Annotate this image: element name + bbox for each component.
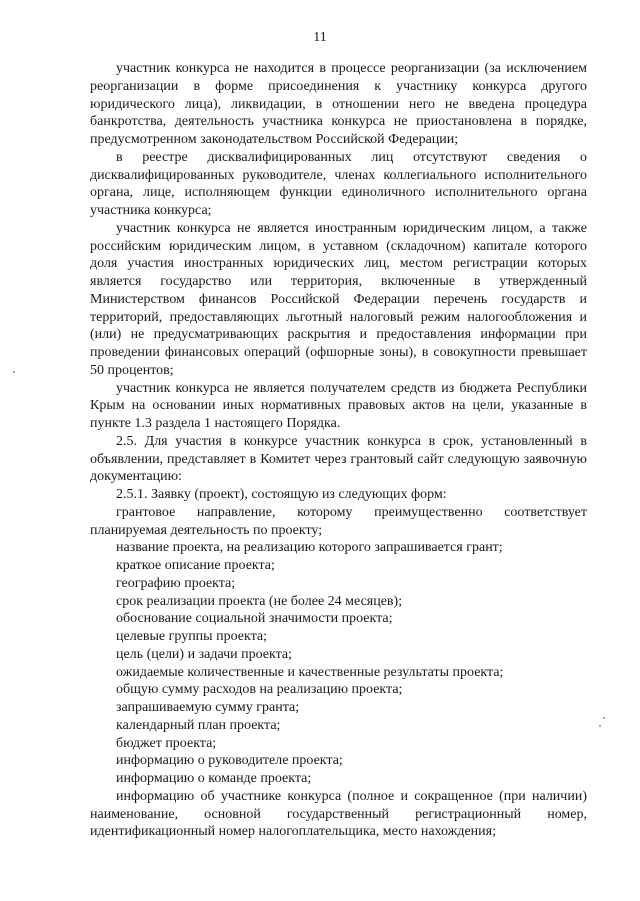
list-item: ожидаемые количественные и качественные результаты проекта; (116, 664, 504, 680)
paragraph: участник конкурса не находится в процессе реорганизации (за исключением реорганизации в форме присоединения к участнику конкурса другого юридического лица), ликвидации, в отношении него не введена процедура банкротства, деятельность участника конкурса не приостановлена в порядке, предусмотренном законодательством Российской Федерации; (90, 61, 587, 147)
scan-speck (13, 371, 15, 373)
list-item: цель (цели) и задачи проекта; (116, 646, 293, 662)
paragraph: 2.5. Для участия в конкурсе участник конкурса в срок, установленный в объявлении, представляет в Комитет через грантовый сайт следующую заявочную документацию: (90, 433, 587, 485)
scan-speck (603, 717, 605, 719)
paragraph: участник конкурса не является иностранным юридическим лицом, а также российским юридическим лицом, в уставном (складочном) капитале которого доля участия иностранных юридических лиц, местом регистрации которых является государство или территория, включенные в утвержденный Министерством финансов Российской Федерации перечень государств и территорий, предоставляющих льготный налоговый режим налогообложения и (или) не предусматривающих раскрытия и предоставления информации при проведении финансовых операций (офшорные зоны), в совокупности превышает 50 процентов; (90, 220, 587, 378)
paragraph: 2.5.1. Заявку (проект), состоящую из следующих форм: (116, 487, 447, 502)
list-item: географию проекта; (116, 575, 236, 591)
document-body (90, 60, 587, 841)
list-item: бюджет проекта; (116, 735, 217, 751)
list-item: информацию о команде проекта; (116, 771, 312, 786)
list-item: информацию об участнике конкурса (полное и сокращенное (при наличии) наименование, основной государственный регистрационный номер, идентификационный номер налогоплательщика, место нахождения; (90, 788, 587, 840)
list-item: срок реализации проекта (не более 24 месяцев); (116, 593, 403, 609)
list-item: целевые группы проекта; (116, 629, 267, 644)
list-item: обоснование социальной значимости проекта; (116, 611, 393, 627)
paragraph: в реестре дисквалифицированных лиц отсутствуют сведения о дисквалифицированных руководителе, членах коллегиального исполнительного органа, лице, исполняющем функции единоличного исполнительного органа участника конкурса; (90, 149, 587, 218)
list-item: название проекта, на реализацию которого запрашивается грант; (116, 540, 503, 556)
list-item: запрашиваемую сумму гранта; (116, 700, 300, 715)
scan-speck (599, 725, 601, 727)
list-item: информацию о руководителе проекта; (116, 753, 343, 769)
list-item: грантовое направление, которому преимущественно соответствует планируемая деятельность по проекту; (90, 504, 587, 538)
list-item: краткое описание проекта; (116, 558, 275, 573)
paragraph: участник конкурса не является получателем средств из бюджета Республики Крым на основании иных нормативных правовых актов на цели, указанные в пункте 1.3 раздела 1 настоящего Порядка. (90, 380, 587, 431)
list-item: календарный план проекта; (116, 717, 281, 733)
list-item: общую сумму расходов на реализацию проекта; (116, 682, 403, 698)
page-number: 11 (313, 30, 327, 45)
